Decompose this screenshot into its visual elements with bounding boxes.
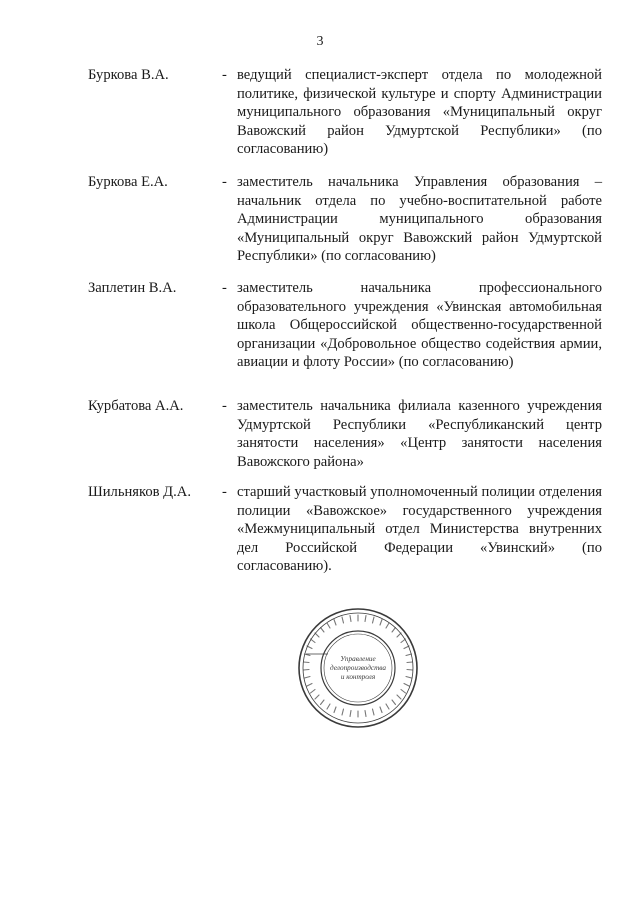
list-item: [88, 66, 602, 159]
dash-separator: -: [222, 174, 227, 190]
person-name: Буркова Е.А.: [88, 174, 168, 190]
dash-separator: -: [222, 67, 227, 83]
person-position: заместитель начальника филиала казенного учреждения Удмуртской Республики «Республиканский центр занятости населения» «Центр занятости населения Вавожского района»: [237, 398, 602, 470]
dash-separator: -: [222, 398, 227, 414]
dash-separator: -: [222, 484, 227, 500]
stamp-line-3: и контроля: [340, 673, 376, 681]
list-item: [88, 279, 602, 372]
list-item: [88, 483, 602, 576]
person-name: Буркова В.А.: [88, 67, 169, 83]
person-position: ведущий специалист-эксперт отдела по молодежной политике, физической культуре и спорту Администрации муниципального образования «Муниципальный округ Вавожский район Удмуртской Республики» (по согласованию): [237, 67, 602, 158]
stamp-seal-icon: [296, 606, 420, 730]
person-name: Курбатова А.А.: [88, 398, 184, 414]
official-stamp: [296, 606, 420, 730]
list-item: [88, 397, 602, 471]
person-position: заместитель начальника профессионального образовательного учреждения «Увинская автомобильная школа Общероссийской общественно-государственной организации «Добровольное общество содействия армии, авиации и флоту России» (по согласованию): [237, 280, 602, 371]
person-name: Шильняков Д.А.: [88, 484, 191, 500]
stamp-line-2: делопроизводства: [330, 664, 386, 672]
person-position: старший участковый уполномоченный полиции отделения полиции «Вавожское» государственного учреждения «Межмуниципальный отдел Министерства внутренних дел Российской Федерации «Увинский» (по согласованию).: [237, 484, 602, 575]
page-number: 3: [316, 34, 324, 49]
person-name: Заплетин В.А.: [88, 280, 177, 296]
dash-separator: -: [222, 280, 227, 296]
person-position: заместитель начальника Управления образования – начальник отдела по учебно-воспитательной работе Администрации муниципального образования «Муниципальный округ Вавожский район Удмуртской Республики» (по согласованию): [237, 174, 602, 265]
stamp-line-1: Управление: [340, 655, 376, 663]
list-item: [88, 173, 602, 266]
